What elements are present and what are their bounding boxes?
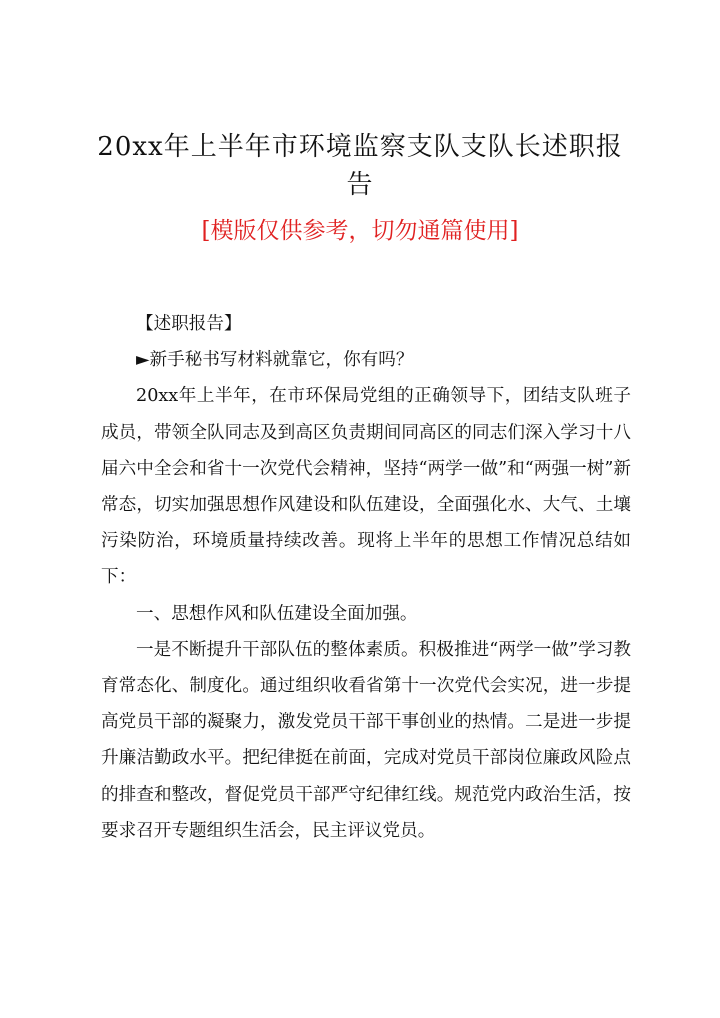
intro-paragraph: 20xx年上半年，在市环保局党组的正确领导下，团结支队班子成员，带领全队同志及到高区负责期间同高区的同志们深入学习十八届六中全会和省十一次党代会精神，坚持“两学一做”和“两强一树”新常态，切实加强思想作风建设和队伍建设，全面强化水、大气、土壤污染防治，环境质量持续改善。现将上半年的思想工作情况总结如下： bbox=[101, 386, 631, 588]
section-heading-1: 一、思想作风和队伍建设全面加强。 bbox=[136, 603, 418, 624]
promo-line: ►新手秘书写材料就靠它，你有吗？ bbox=[136, 350, 414, 371]
document-body bbox=[101, 306, 631, 849]
document-title: 20xx年上半年市环境监察支队支队长述职报告 bbox=[97, 132, 623, 200]
template-notice: [模版仅供参考，切勿通篇使用] bbox=[201, 218, 519, 244]
body-paragraph-1: 一是不断提升干部队伍的整体素质。积极推进“两学一做”学习教育常态化、制度化。通过组织收看省第十一次党代会实况，进一步提高党员干部的凝聚力，激发党员干部干事创业的热情。二是进一步提升廉洁勤政水平。把纪律挺在前面，完成对党员干部岗位廉政风险点的排查和整改，督促党员干部严守纪律红线。规范党内政治生活，按要求召开专题组织生活会，民主评议党员。 bbox=[101, 639, 631, 841]
section-label: 【述职报告】 bbox=[136, 314, 242, 334]
